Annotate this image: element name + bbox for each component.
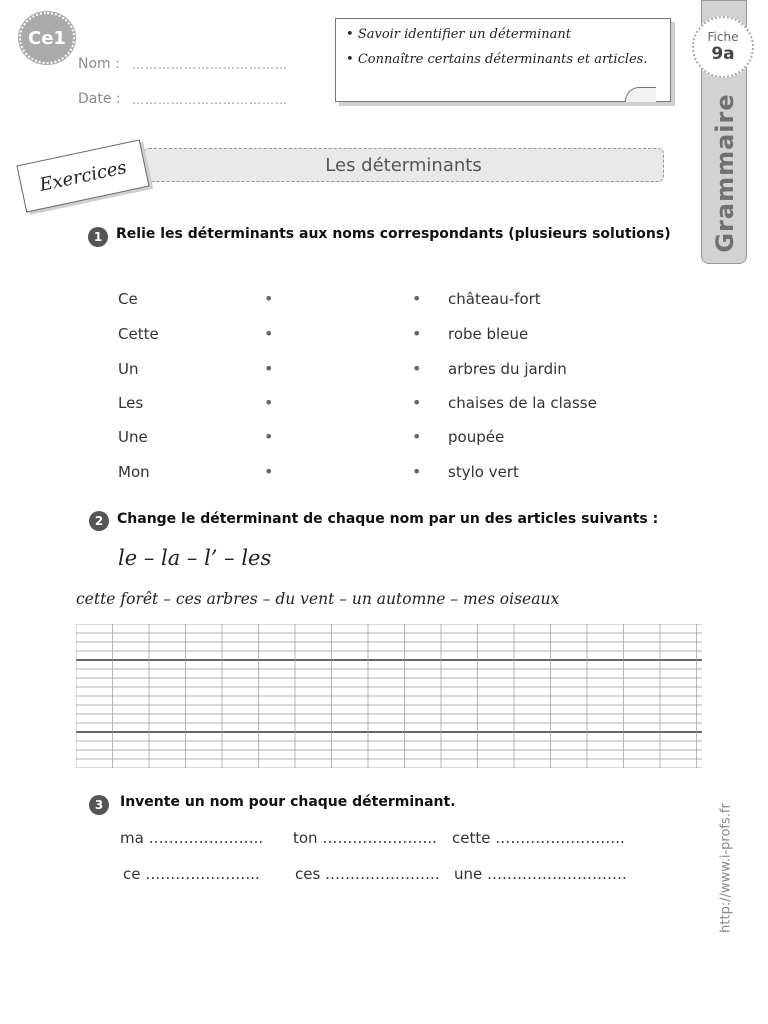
exercise-1-instruction: Relie les déterminants aux noms correspondants (plusieurs solutions) xyxy=(116,226,671,242)
fiche-number: 9a xyxy=(711,44,735,64)
left-bullet-3[interactable]: • xyxy=(264,359,274,378)
right-bullet-6[interactable]: • xyxy=(412,462,422,481)
noun-chateau-fort: château-fort xyxy=(448,290,541,308)
nom-dots: ……………………………… xyxy=(132,58,288,72)
objective-2: • Connaître certains déterminants et articles. xyxy=(346,52,660,67)
objectives-box xyxy=(335,18,671,102)
noun-robe-bleue: robe bleue xyxy=(448,325,529,343)
determiner-cette: Cette xyxy=(118,325,159,343)
site-url: http://www.i-profs.fr xyxy=(718,803,734,933)
exercise-3-number: 3 xyxy=(89,795,109,815)
right-bullet-3[interactable]: • xyxy=(412,359,422,378)
exercise-3-instruction: Invente un nom pour chaque déterminant. xyxy=(120,794,456,810)
left-bullet-2[interactable]: • xyxy=(264,324,274,343)
determiner-ce: Ce xyxy=(118,290,138,308)
fill-ces[interactable]: ces ………………….. xyxy=(295,865,440,883)
nom-label: Nom : xyxy=(78,56,120,72)
subject-tab-label: Grammaire xyxy=(711,93,739,253)
left-bullet-1[interactable]: • xyxy=(264,289,274,308)
determiner-mon: Mon xyxy=(118,463,150,481)
fill-une[interactable]: une ………………………. xyxy=(454,865,627,883)
left-bullet-4[interactable]: • xyxy=(264,393,274,412)
phrase-to-change: cette forêt – ces arbres – du vent – un automne – mes oiseaux xyxy=(76,590,560,608)
objective-1: • Savoir identifier un déterminant xyxy=(346,27,660,42)
fill-ton[interactable]: ton ………………….. xyxy=(293,829,437,847)
date-dots: ……………………………… xyxy=(132,93,288,107)
right-bullet-1[interactable]: • xyxy=(412,289,422,308)
fill-cette[interactable]: cette …………………….. xyxy=(452,829,625,847)
determiner-les: Les xyxy=(118,394,144,412)
left-bullet-6[interactable]: • xyxy=(264,462,274,481)
right-bullet-2[interactable]: • xyxy=(412,324,422,343)
fiche-badge xyxy=(692,16,754,78)
right-bullet-4[interactable]: • xyxy=(412,393,422,412)
level-badge: Ce1 xyxy=(19,12,75,64)
page-title-bar xyxy=(143,148,664,182)
exercise-2-instruction: Change le déterminant de chaque nom par un des articles suivants : xyxy=(117,511,659,527)
exercices-badge: Exercices xyxy=(16,139,149,212)
date-label: Date : xyxy=(78,91,121,107)
exercise-2-number: 2 xyxy=(89,511,109,531)
page-curl xyxy=(625,87,656,102)
noun-stylo-vert: stylo vert xyxy=(448,463,519,481)
fiche-word: Fiche xyxy=(707,30,739,44)
page-title: Les déterminants xyxy=(325,154,482,176)
noun-poupee: poupée xyxy=(448,428,505,446)
article-list: le – la – l’ – les xyxy=(118,546,272,570)
noun-arbres-du-jardin: arbres du jardin xyxy=(448,360,567,378)
determiner-une: Une xyxy=(118,428,148,446)
noun-chaises-de-la-classe: chaises de la classe xyxy=(448,394,597,412)
exercise-1-number: 1 xyxy=(88,227,108,247)
left-bullet-5[interactable]: • xyxy=(264,427,274,446)
fill-ma[interactable]: ma ………………….. xyxy=(120,829,264,847)
determiner-un: Un xyxy=(118,360,139,378)
fill-ce[interactable]: ce ………………….. xyxy=(123,865,260,883)
right-bullet-5[interactable]: • xyxy=(412,427,422,446)
writing-grid[interactable] xyxy=(76,624,702,768)
